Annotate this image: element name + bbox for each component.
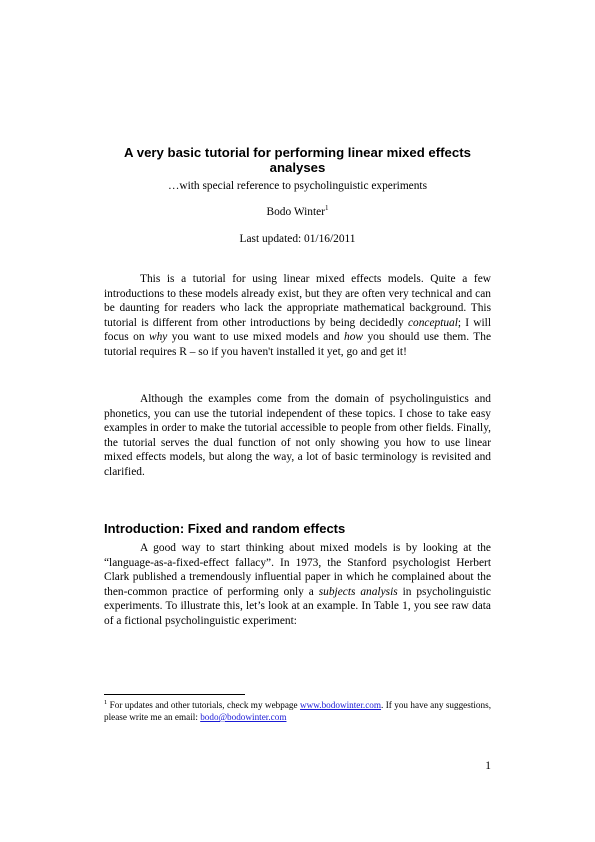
footnote-text: For updates and other tutorials, check my webpage: [107, 700, 300, 710]
footnote-divider: [104, 694, 245, 695]
footnote-text: . If you have any suggestions, please write me an email:: [104, 700, 491, 722]
intro-paragraph: [104, 272, 491, 359]
emphasis-text: conceptual: [407, 316, 458, 329]
scope-paragraph: Although the examples come from the domain of psycholinguistics and phonetics, you can use the tutorial independent of these topics. I chose to take easy examples in order to make the tutorial accessible to people from other fields. Finally, the tutorial serves the dual function of not only showing you how to use linear mixed effects models, but along the way, a lot of basic terminology is revisited and clarified.: [104, 393, 491, 478]
paragraph-text: in psycholinguistic experiments. To illustrate this, let’s look at an example. In Table 1, you see raw data of a fictional psycholinguistic experiment:: [104, 585, 491, 627]
paragraph-text: A good way to start thinking about mixed models is by looking at the “language-as-a-fixed-effect fallacy”. In 1973, the Stanford psychologist Herbert Clark published a tremendously influential paper in which he complained about the then-common practice of performing only a: [104, 542, 491, 598]
last-updated: Last updated: 01/16/2011: [239, 233, 356, 245]
author-line: [0, 206, 595, 219]
footnote-marker: 1: [104, 699, 108, 706]
emphasis-text: subjects analysis: [318, 585, 398, 598]
section-paragraph: [104, 541, 491, 628]
page-number: 1: [485, 760, 491, 772]
author-name: Bodo Winter: [266, 206, 325, 218]
paper-title: A very basic tutorial for performing linear mixed effects analyses: [124, 145, 471, 175]
paper-subtitle: …with special reference to psycholinguistic experiments: [167, 180, 428, 192]
webpage-link[interactable]: www.bodowinter.com: [299, 700, 382, 710]
paragraph-text: you want to use mixed models and: [167, 331, 344, 343]
footnote: [104, 699, 491, 723]
emphasis-text: how: [344, 331, 363, 343]
paragraph-text: you should use them. The tutorial requires R – so if you haven't installed it yet, go and get it!: [104, 331, 492, 358]
section-heading: Introduction: Fixed and random effects: [104, 521, 346, 536]
paragraph-text: This is a tutorial for using linear mixed effects models. Quite a few introductions to these models already exist, but they are often very technical and can be daunting for readers who lack the appropriate mathematical background. This tutorial is different from other introductions by being decidedly: [104, 273, 491, 329]
emphasis-text: why: [148, 331, 168, 343]
paragraph-text: ; I will focus on: [104, 316, 491, 343]
footnote-reference[interactable]: 1: [325, 204, 329, 212]
email-link[interactable]: bodo@bodowinter.com: [200, 712, 287, 722]
